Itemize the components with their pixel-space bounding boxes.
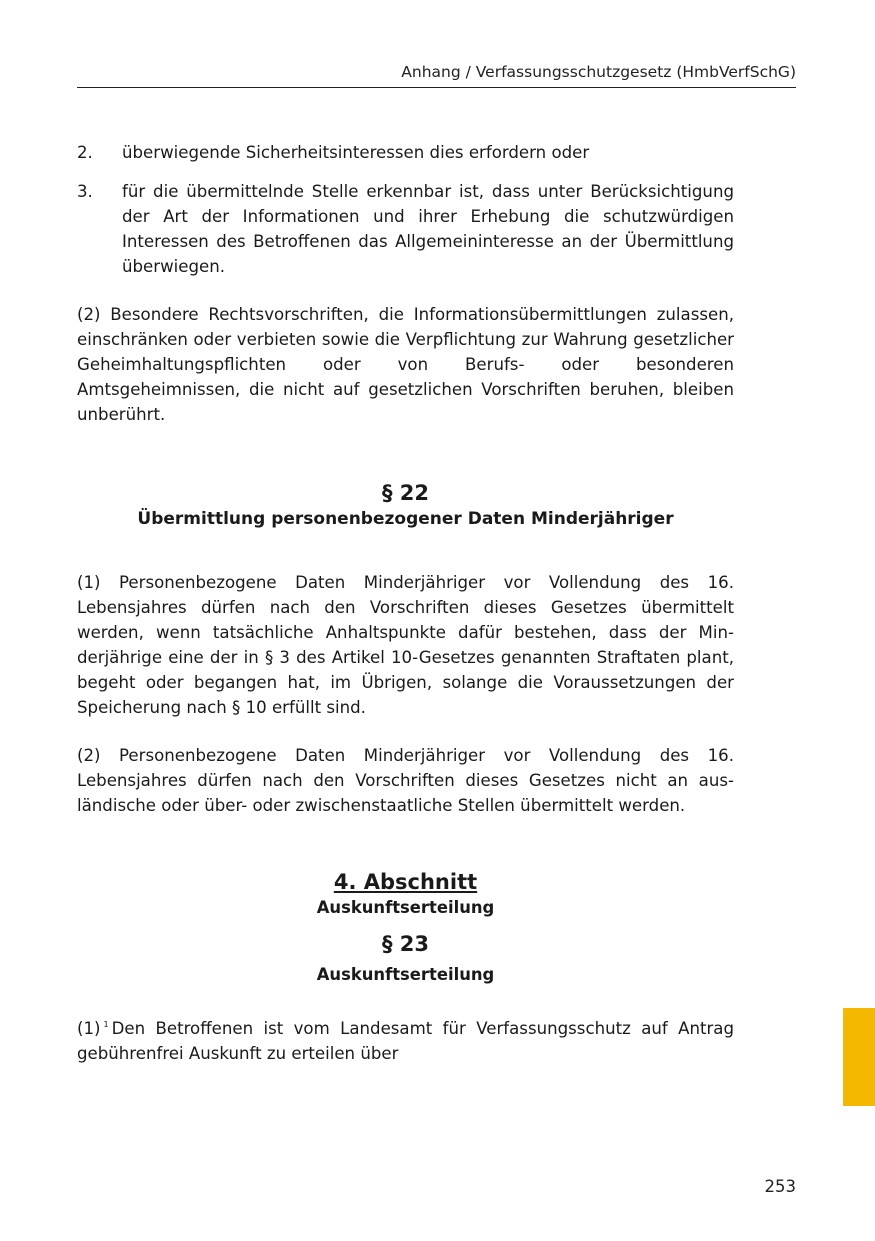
running-header: Anhang / Verfassungsschutzgesetz (HmbVerfSchG) bbox=[401, 63, 796, 81]
page-body bbox=[77, 140, 734, 1089]
list-item-number: 2. bbox=[77, 143, 93, 162]
section-22-number: § 22 bbox=[381, 481, 430, 505]
chapter-4-title: Auskunftserteilung bbox=[316, 898, 495, 917]
section-23-title: Auskunftserteilung bbox=[316, 965, 495, 984]
chapter-tab-marker bbox=[843, 1008, 875, 1106]
list-item bbox=[77, 140, 734, 165]
paragraph-21-2: (2) Besondere Rechtsvorschriften, die Informationsübermittlungen zulassen, einschränken oder verbieten sowie die Verpflichtung zur Wahrung gesetzlicher Geheimhaltungspflichten oder von Berufs- oder besonderen Amtsgeheimnissen, die nicht auf gesetzlichen Vorschriften beruhen, bleiben unberührt. bbox=[77, 305, 734, 424]
paragraph-22-2: (2) Personenbezogene Daten Minderjähriger vor Vollendung des 16. Lebensjahres dürfen nach den Vorschriften dieses Gesetzes nicht an ausländische oder über- oder zwischenstaatliche Stellen übermittelt werden. bbox=[77, 746, 734, 815]
paragraph-23-1-text: Den Betroffenen ist vom Landesamt für Verfassungsschutz auf Antrag gebührenfrei Auskunft zu erteilen über bbox=[77, 1019, 734, 1063]
paragraph-23-1 bbox=[77, 1012, 734, 1066]
paragraph-23-1-prefix: (1) bbox=[77, 1019, 101, 1038]
list-item-number: 3. bbox=[77, 182, 93, 201]
paragraph-22-1: (1) Personenbezogene Daten Minderjähriger vor Vollendung des 16. Lebensjahres dürfen nach den Vorschriften dieses Gesetzes übermittelt werden, wenn tatsächliche Anhaltspunkte dafür bestehen, dass der Minderjährige eine der in § 3 des Artikel 10-Gesetzes genannten Straftaten plant, begeht oder begangen hat, im Übrigen, solange die Voraussetzungen der Speicherung nach § 10 erfüllt sind. bbox=[77, 573, 734, 717]
section-23-number: § 23 bbox=[381, 932, 430, 956]
page-number: 253 bbox=[764, 1177, 796, 1196]
header-rule bbox=[77, 87, 796, 88]
list-item bbox=[77, 179, 734, 279]
sentence-number: 1 bbox=[103, 1020, 109, 1029]
list-item-text: für die übermittelnde Stelle erkennbar ist, dass unter Berücksichtigung der Art der Informationen und ihrer Erhebung die schutzwürdigen Interessen des Betroffenen das Allgemeininteresse an der Übermittlung überwiegen. bbox=[122, 182, 734, 276]
section-22-title: Übermittlung personenbezogener Daten Minderjähriger bbox=[137, 509, 674, 529]
list-item-text: überwiegende Sicherheitsinteressen dies erfordern oder bbox=[122, 143, 590, 162]
chapter-4-number: 4. Abschnitt bbox=[333, 870, 478, 894]
